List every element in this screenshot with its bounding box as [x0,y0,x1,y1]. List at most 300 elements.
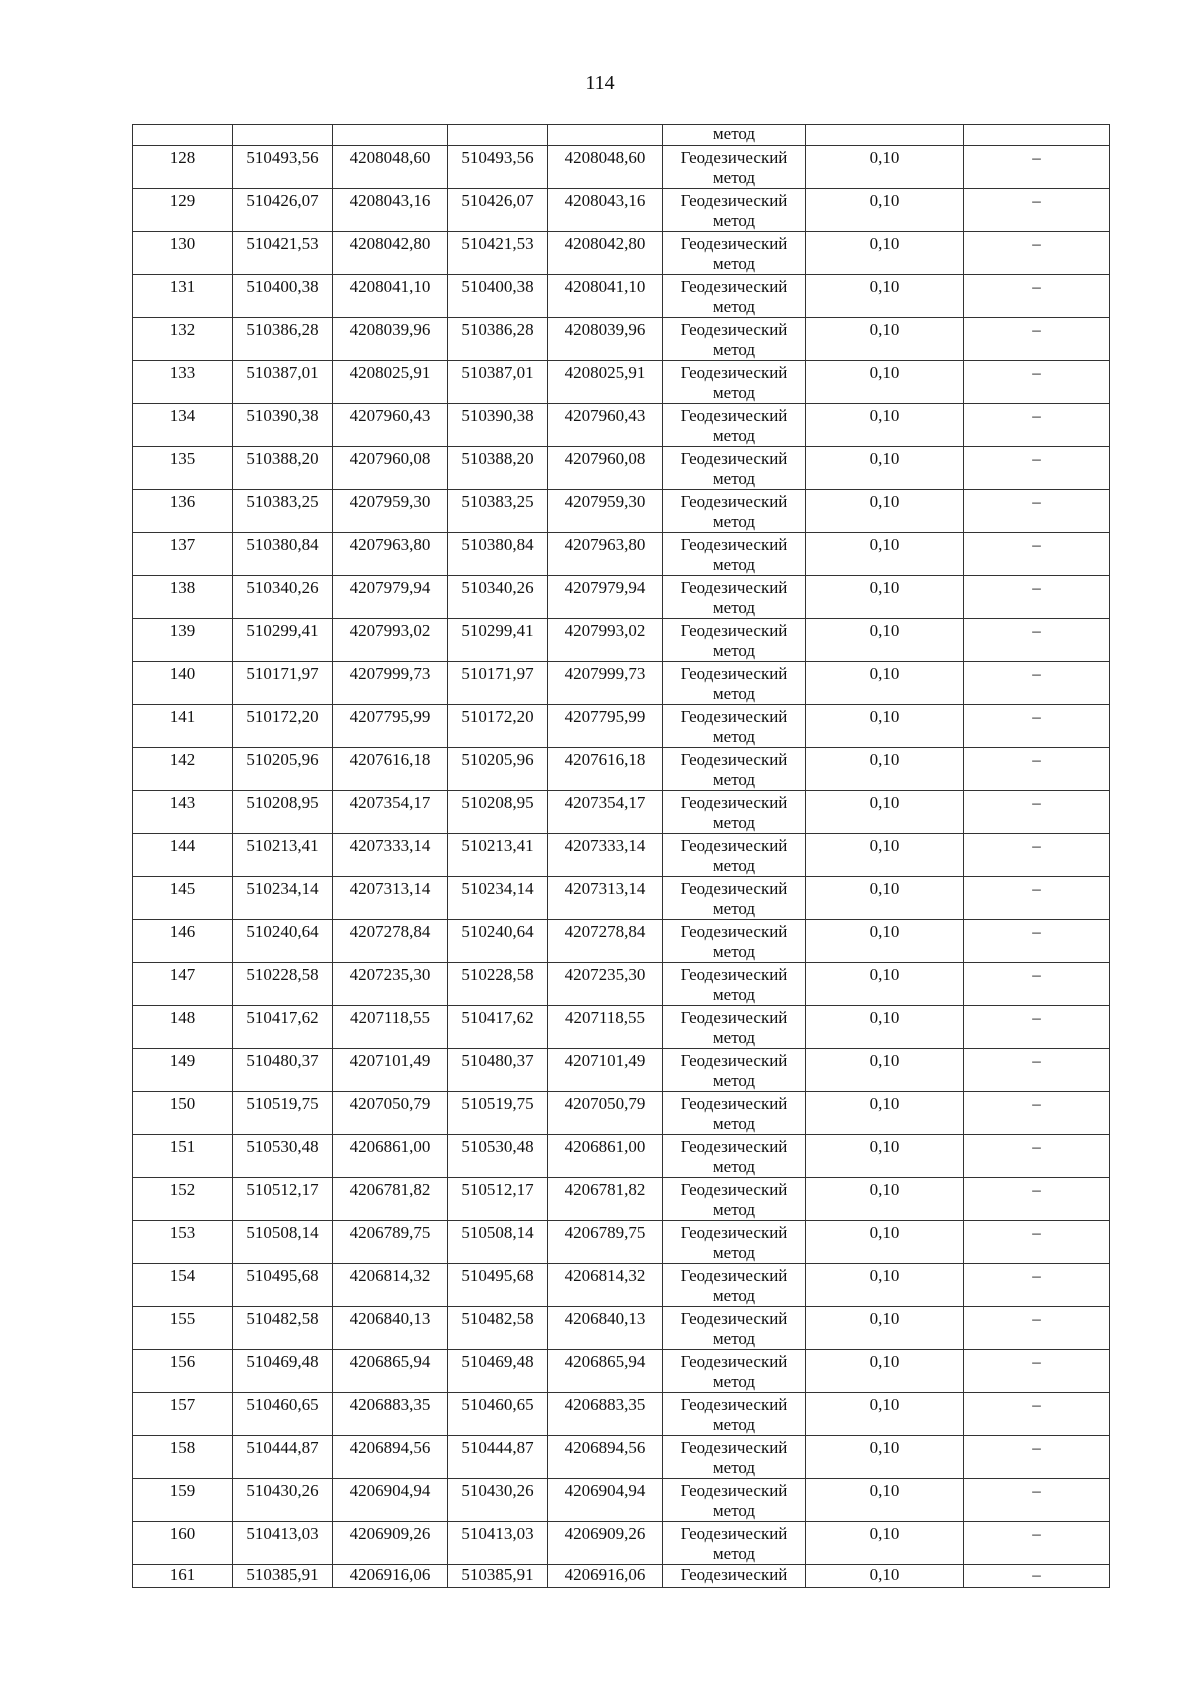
cell-accuracy: 0,10 [806,1522,964,1565]
cell-x-new: 510430,26 [448,1479,548,1522]
cell-method: Геодезический метод [663,834,806,877]
cell-point-number: 134 [133,404,233,447]
cell-y-new: 4208041,10 [548,275,663,318]
cell-y-new: 4207616,18 [548,748,663,791]
cell-y-existing: 4206904,94 [333,1479,448,1522]
cell-method: Геодезический метод [663,1307,806,1350]
cell-point-number: 129 [133,189,233,232]
cell-y-existing: 4207960,43 [333,404,448,447]
cell-y-new: 4207979,94 [548,576,663,619]
cell-note: – [964,834,1110,877]
cell-x-existing: 510234,14 [233,877,333,920]
cell-y-new: 4208043,16 [548,189,663,232]
cell-y-existing: 4206909,26 [333,1522,448,1565]
cell-method: Геодезический метод [663,1049,806,1092]
table-row [133,1006,1110,1049]
cell-accuracy: 0,10 [806,490,964,533]
cell-method: Геодезический метод [663,275,806,318]
cell-x-existing: 510171,97 [233,662,333,705]
table-row [133,1092,1110,1135]
table-row [133,963,1110,1006]
cell-accuracy: 0,10 [806,1092,964,1135]
cell-y-existing: 4207963,80 [333,533,448,576]
cell-point-number: 159 [133,1479,233,1522]
cell-method: Геодезический метод [663,963,806,1006]
cell-accuracy: 0,10 [806,189,964,232]
cell-note: – [964,146,1110,189]
cell-x-existing: 510299,41 [233,619,333,662]
cell-x-existing: 510482,58 [233,1307,333,1350]
cell-method: Геодезический метод [663,877,806,920]
cell-method: Геодезический метод [663,619,806,662]
cell-x-new: 510299,41 [448,619,548,662]
cell-note: – [964,1350,1110,1393]
table-row [133,404,1110,447]
cell-method: Геодезический метод [663,920,806,963]
cell-x-new: 510340,26 [448,576,548,619]
cell-y-new: 4207960,08 [548,447,663,490]
cell-method: Геодезический метод [663,361,806,404]
table-row [133,1178,1110,1221]
cell-y-new: 4207795,99 [548,705,663,748]
cell-x-new: 510205,96 [448,748,548,791]
table-row [133,232,1110,275]
cell-point-number: 154 [133,1264,233,1307]
cell-note: – [964,318,1110,361]
cell-y-existing: 4207118,55 [333,1006,448,1049]
cell-note: – [964,662,1110,705]
cell-x-existing: 510508,14 [233,1221,333,1264]
cell-y-new: 4207963,80 [548,533,663,576]
table-row-last [133,1565,1110,1588]
cell-note: – [964,361,1110,404]
cell-note: – [964,533,1110,576]
cell-point-number: 147 [133,963,233,1006]
cell-x-existing: 510469,48 [233,1350,333,1393]
cell-y-existing: 4207979,94 [333,576,448,619]
cell-point-number: 161 [133,1565,233,1588]
cell-note: – [964,877,1110,920]
table-row [133,1479,1110,1522]
cell-x-new: 510508,14 [448,1221,548,1264]
table-row [133,705,1110,748]
table-row [133,1049,1110,1092]
cell-x-existing: 510386,28 [233,318,333,361]
cell-note: – [964,1393,1110,1436]
cell-x-new: 510495,68 [448,1264,548,1307]
table-row [133,834,1110,877]
table-row [133,533,1110,576]
cell-y-new: 4206904,94 [548,1479,663,1522]
cell-y-new: 4208025,91 [548,361,663,404]
cell-y-existing: 4207278,84 [333,920,448,963]
cell-accuracy: 0,10 [806,275,964,318]
cell-y-new: 4206865,94 [548,1350,663,1393]
cell-note: – [964,576,1110,619]
cell-empty [133,125,233,146]
cell-accuracy: 0,10 [806,404,964,447]
cell-method: Геодезический метод [663,1221,806,1264]
cell-point-number: 135 [133,447,233,490]
cell-note: – [964,1436,1110,1479]
cell-accuracy: 0,10 [806,1350,964,1393]
cell-x-new: 510444,87 [448,1436,548,1479]
cell-y-existing: 4206789,75 [333,1221,448,1264]
cell-y-existing: 4206916,06 [333,1565,448,1588]
cell-accuracy: 0,10 [806,146,964,189]
cell-y-new: 4206894,56 [548,1436,663,1479]
cell-note: – [964,748,1110,791]
cell-point-number: 158 [133,1436,233,1479]
cell-y-existing: 4207313,14 [333,877,448,920]
cell-y-new: 4207278,84 [548,920,663,963]
cell-x-existing: 510388,20 [233,447,333,490]
cell-y-new: 4207333,14 [548,834,663,877]
cell-x-new: 510387,01 [448,361,548,404]
cell-point-number: 138 [133,576,233,619]
cell-y-new: 4206916,06 [548,1565,663,1588]
cell-accuracy: 0,10 [806,1436,964,1479]
table-row [133,920,1110,963]
cell-note: – [964,1522,1110,1565]
cell-accuracy: 0,10 [806,232,964,275]
cell-y-new: 4207050,79 [548,1092,663,1135]
cell-y-new: 4206840,13 [548,1307,663,1350]
cell-point-number: 148 [133,1006,233,1049]
cell-x-existing: 510460,65 [233,1393,333,1436]
cell-method: Геодезический метод [663,748,806,791]
cell-empty [548,125,663,146]
cell-x-new: 510421,53 [448,232,548,275]
cell-y-existing: 4208041,10 [333,275,448,318]
cell-x-new: 510460,65 [448,1393,548,1436]
cell-note: – [964,232,1110,275]
cell-note: – [964,1221,1110,1264]
cell-y-new: 4207960,43 [548,404,663,447]
cell-empty [233,125,333,146]
cell-x-existing: 510400,38 [233,275,333,318]
cell-method: Геодезический метод [663,1393,806,1436]
table-row [133,275,1110,318]
cell-point-number: 139 [133,619,233,662]
cell-accuracy: 0,10 [806,1221,964,1264]
cell-accuracy: 0,10 [806,1264,964,1307]
cell-y-existing: 4206894,56 [333,1436,448,1479]
cell-x-existing: 510387,01 [233,361,333,404]
cell-x-existing: 510413,03 [233,1522,333,1565]
cell-empty [448,125,548,146]
cell-point-number: 149 [133,1049,233,1092]
cell-note: – [964,1565,1110,1588]
cell-point-number: 143 [133,791,233,834]
cell-y-existing: 4207999,73 [333,662,448,705]
cell-point-number: 153 [133,1221,233,1264]
cell-method: Геодезический метод [663,146,806,189]
cell-point-number: 136 [133,490,233,533]
cell-x-existing: 510385,91 [233,1565,333,1588]
cell-y-existing: 4207616,18 [333,748,448,791]
cell-y-new: 4207118,55 [548,1006,663,1049]
table-row [133,189,1110,232]
table-row [133,361,1110,404]
cell-y-new: 4207959,30 [548,490,663,533]
table-row [133,748,1110,791]
cell-note: – [964,920,1110,963]
cell-accuracy: 0,10 [806,533,964,576]
cell-method: Геодезический метод [663,705,806,748]
cell-note: – [964,275,1110,318]
cell-x-new: 510234,14 [448,877,548,920]
cell-note: – [964,404,1110,447]
table-row [133,146,1110,189]
cell-x-new: 510493,56 [448,146,548,189]
table-row [133,576,1110,619]
cell-x-existing: 510380,84 [233,533,333,576]
cell-y-existing: 4206781,82 [333,1178,448,1221]
cell-note: – [964,619,1110,662]
cell-y-new: 4207313,14 [548,877,663,920]
cell-note: – [964,963,1110,1006]
table-row [133,877,1110,920]
cell-note: – [964,705,1110,748]
table-row [133,1264,1110,1307]
cell-note: – [964,189,1110,232]
cell-x-existing: 510172,20 [233,705,333,748]
cell-x-new: 510228,58 [448,963,548,1006]
cell-method: Геодезический метод [663,447,806,490]
cell-point-number: 130 [133,232,233,275]
table-row [133,1350,1110,1393]
cell-x-new: 510172,20 [448,705,548,748]
cell-y-existing: 4206840,13 [333,1307,448,1350]
cell-x-new: 510482,58 [448,1307,548,1350]
table-row [133,490,1110,533]
table-row [133,619,1110,662]
cell-x-new: 510426,07 [448,189,548,232]
cell-method: Геодезический метод [663,1436,806,1479]
cell-note: – [964,1135,1110,1178]
cell-accuracy: 0,10 [806,662,964,705]
cell-point-number: 156 [133,1350,233,1393]
cell-x-new: 510530,48 [448,1135,548,1178]
table-row [133,447,1110,490]
cell-y-new: 4206789,75 [548,1221,663,1264]
cell-point-number: 128 [133,146,233,189]
cell-y-existing: 4206865,94 [333,1350,448,1393]
cell-x-new: 510385,91 [448,1565,548,1588]
cell-method: Геодезический метод [663,662,806,705]
cell-x-existing: 510390,38 [233,404,333,447]
cell-y-new: 4207993,02 [548,619,663,662]
cell-x-existing: 510519,75 [233,1092,333,1135]
cell-x-new: 510171,97 [448,662,548,705]
cell-x-new: 510512,17 [448,1178,548,1221]
cell-x-existing: 510480,37 [233,1049,333,1092]
cell-y-existing: 4207101,49 [333,1049,448,1092]
cell-accuracy: 0,10 [806,1565,964,1588]
cell-note: – [964,1307,1110,1350]
cell-accuracy: 0,10 [806,361,964,404]
cell-note: – [964,490,1110,533]
cell-accuracy: 0,10 [806,1178,964,1221]
table-row [133,791,1110,834]
cell-x-new: 510388,20 [448,447,548,490]
cell-point-number: 133 [133,361,233,404]
cell-x-existing: 510495,68 [233,1264,333,1307]
cell-accuracy: 0,10 [806,705,964,748]
cell-y-new: 4206861,00 [548,1135,663,1178]
cell-method: Геодезический метод [663,318,806,361]
cell-point-number: 137 [133,533,233,576]
cell-method: Геодезический метод [663,1006,806,1049]
cell-point-number: 144 [133,834,233,877]
cell-x-new: 510390,38 [448,404,548,447]
table-row [133,1393,1110,1436]
cell-empty [806,125,964,146]
cell-empty [333,125,448,146]
cell-x-new: 510519,75 [448,1092,548,1135]
cell-note: – [964,1178,1110,1221]
table-row [133,318,1110,361]
cell-point-number: 160 [133,1522,233,1565]
cell-y-existing: 4207960,08 [333,447,448,490]
cell-x-existing: 510417,62 [233,1006,333,1049]
table-row [133,1135,1110,1178]
cell-y-new: 4206814,32 [548,1264,663,1307]
cell-accuracy: 0,10 [806,1135,964,1178]
cell-note: – [964,791,1110,834]
cell-note: – [964,1092,1110,1135]
cell-point-number: 142 [133,748,233,791]
cell-note: – [964,1264,1110,1307]
cell-y-existing: 4208043,16 [333,189,448,232]
cell-method: Геодезический метод [663,1479,806,1522]
cell-x-new: 510380,84 [448,533,548,576]
cell-method: Геодезический метод [663,1264,806,1307]
table-row [133,1221,1110,1264]
cell-x-existing: 510205,96 [233,748,333,791]
cell-method: Геодезический метод [663,189,806,232]
cell-method: Геодезический метод [663,576,806,619]
cell-y-new: 4208048,60 [548,146,663,189]
cell-x-new: 510417,62 [448,1006,548,1049]
cell-accuracy: 0,10 [806,791,964,834]
cell-y-existing: 4208039,96 [333,318,448,361]
cell-note: – [964,1006,1110,1049]
cell-x-existing: 510340,26 [233,576,333,619]
cell-point-number: 155 [133,1307,233,1350]
cell-accuracy: 0,10 [806,963,964,1006]
table-row [133,1307,1110,1350]
cell-x-new: 510208,95 [448,791,548,834]
coordinates-table [132,124,1110,1588]
cell-point-number: 141 [133,705,233,748]
cell-x-new: 510213,41 [448,834,548,877]
table-body [133,125,1110,1588]
cell-x-new: 510469,48 [448,1350,548,1393]
cell-method: Геодезический метод [663,232,806,275]
cell-y-existing: 4206814,32 [333,1264,448,1307]
cell-x-existing: 510213,41 [233,834,333,877]
cell-x-new: 510413,03 [448,1522,548,1565]
cell-y-existing: 4207959,30 [333,490,448,533]
cell-accuracy: 0,10 [806,1479,964,1522]
cell-accuracy: 0,10 [806,877,964,920]
cell-method: Геодезический метод [663,490,806,533]
table-row-continued [133,125,1110,146]
cell-accuracy: 0,10 [806,1006,964,1049]
cell-accuracy: 0,10 [806,576,964,619]
cell-y-existing: 4208025,91 [333,361,448,404]
cell-point-number: 132 [133,318,233,361]
cell-note: – [964,1479,1110,1522]
cell-y-new: 4206883,35 [548,1393,663,1436]
cell-y-existing: 4208042,80 [333,232,448,275]
cell-y-existing: 4206861,00 [333,1135,448,1178]
cell-point-number: 150 [133,1092,233,1135]
cell-x-new: 510383,25 [448,490,548,533]
cell-y-existing: 4208048,60 [333,146,448,189]
cell-y-new: 4206781,82 [548,1178,663,1221]
cell-x-existing: 510208,95 [233,791,333,834]
cell-accuracy: 0,10 [806,920,964,963]
cell-accuracy: 0,10 [806,1307,964,1350]
table-row [133,1522,1110,1565]
cell-note: – [964,1049,1110,1092]
cell-x-existing: 510228,58 [233,963,333,1006]
cell-y-existing: 4207795,99 [333,705,448,748]
cell-point-number: 151 [133,1135,233,1178]
cell-x-new: 510480,37 [448,1049,548,1092]
cell-y-new: 4206909,26 [548,1522,663,1565]
cell-x-existing: 510493,56 [233,146,333,189]
cell-y-existing: 4207333,14 [333,834,448,877]
cell-y-existing: 4207993,02 [333,619,448,662]
cell-point-number: 131 [133,275,233,318]
cell-method: Геодезический метод [663,1350,806,1393]
cell-method: Геодезический метод [663,791,806,834]
cell-x-new: 510240,64 [448,920,548,963]
cell-accuracy: 0,10 [806,1049,964,1092]
cell-y-existing: 4206883,35 [333,1393,448,1436]
cell-y-existing: 4207354,17 [333,791,448,834]
cell-y-new: 4207101,49 [548,1049,663,1092]
cell-y-new: 4208042,80 [548,232,663,275]
cell-x-existing: 510444,87 [233,1436,333,1479]
cell-x-existing: 510530,48 [233,1135,333,1178]
table-row [133,1436,1110,1479]
cell-y-new: 4207999,73 [548,662,663,705]
cell-method: Геодезический метод [663,533,806,576]
cell-empty [964,125,1110,146]
cell-method: Геодезический метод [663,404,806,447]
table-row [133,662,1110,705]
cell-x-existing: 510421,53 [233,232,333,275]
cell-method: Геодезический метод [663,1178,806,1221]
page-number: 114 [585,72,615,94]
cell-note: – [964,447,1110,490]
cell-x-existing: 510430,26 [233,1479,333,1522]
cell-x-existing: 510240,64 [233,920,333,963]
cell-y-new: 4207235,30 [548,963,663,1006]
cell-accuracy: 0,10 [806,1393,964,1436]
cell-point-number: 146 [133,920,233,963]
cell-x-new: 510400,38 [448,275,548,318]
cell-method-continued: метод [663,125,806,146]
cell-accuracy: 0,10 [806,619,964,662]
cell-point-number: 152 [133,1178,233,1221]
cell-point-number: 145 [133,877,233,920]
